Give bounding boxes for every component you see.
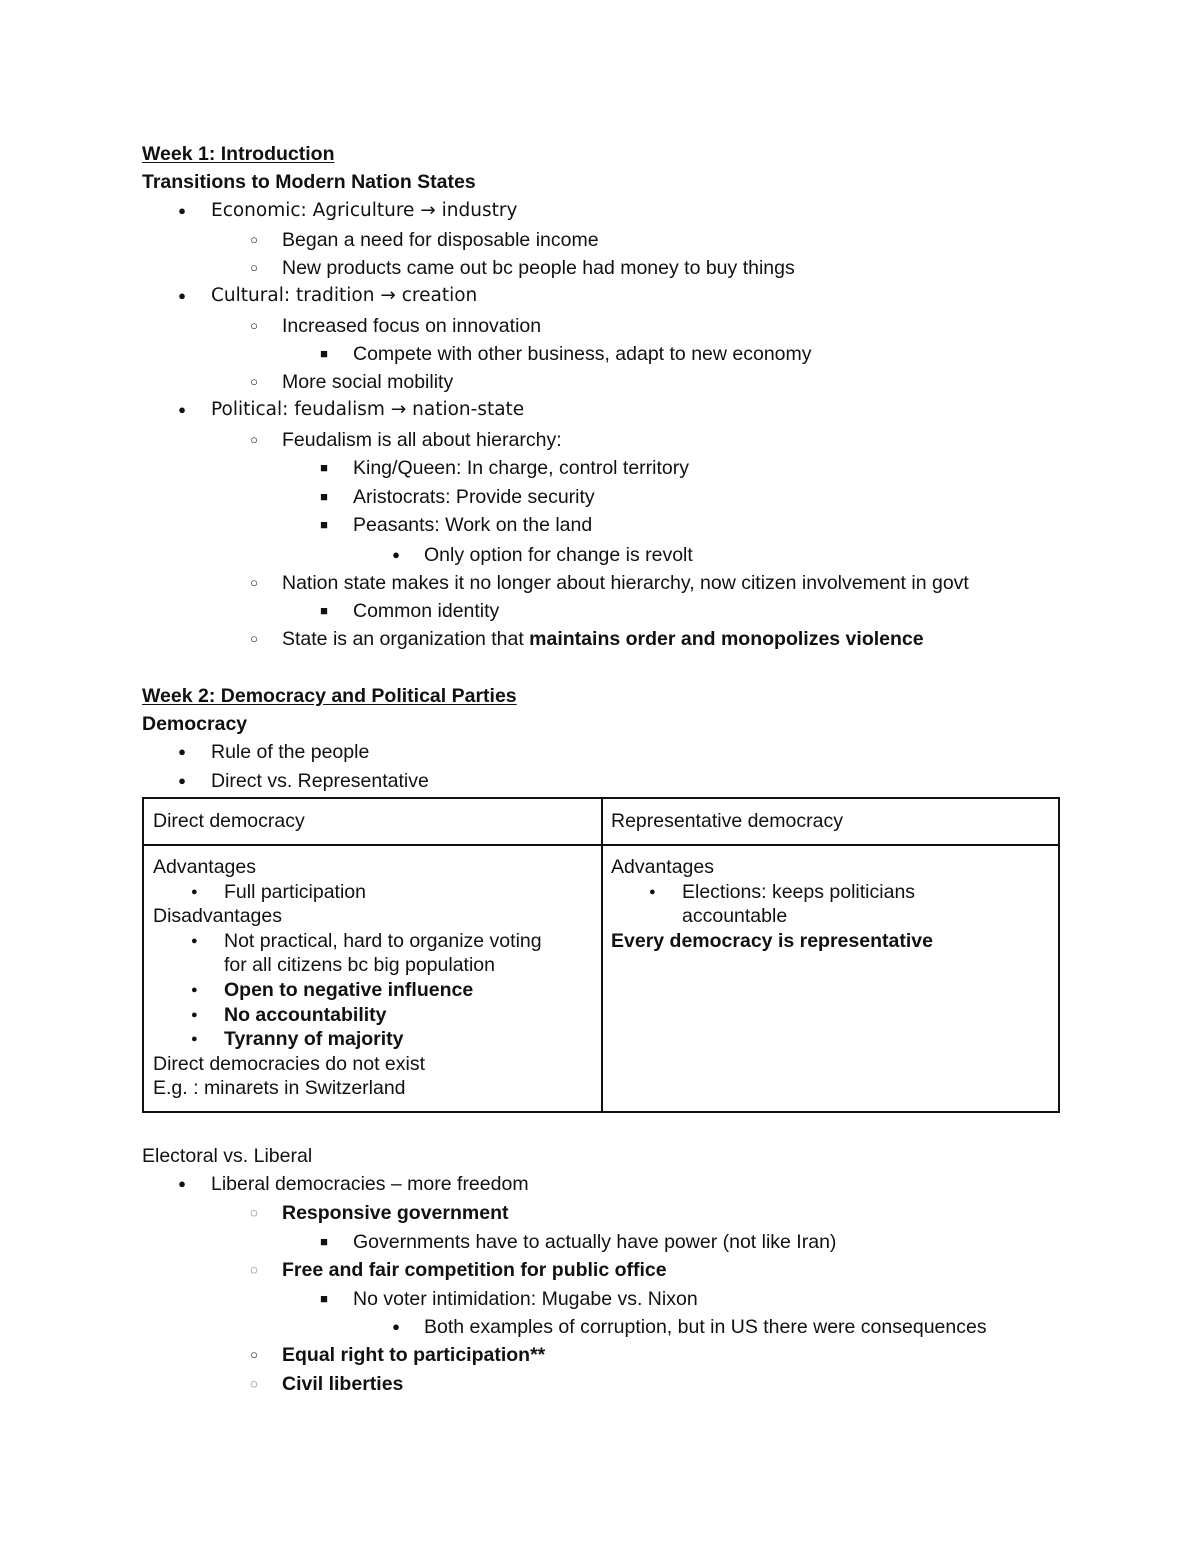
hollow-circle-bullet-icon: ○ [250,232,258,247]
filled-circle-bullet-icon: ● [191,983,198,996]
table-cell-representative [611,855,933,953]
representative-advantages-label: Advantages [611,856,714,878]
hollow-circle-bullet-icon: ○ [250,318,258,333]
filled-circle-bullet-icon: ● [178,402,186,417]
item-mobility: More social mobility [282,371,454,393]
direct-example: E.g. : minarets in Switzerland [153,1077,406,1100]
item-innovation: Increased focus on innovation [282,315,542,337]
hollow-circle-bullet-icon: ○ [250,374,258,389]
square-bullet-icon: ■ [320,1291,328,1306]
item-cultural: Cultural: tradition → creation [211,285,478,306]
filled-circle-bullet-icon: ● [392,1319,400,1334]
square-bullet-icon: ■ [320,517,328,532]
filled-circle-bullet-icon: ● [178,288,186,303]
representative-header-text: Representative democracy [611,810,843,832]
square-bullet-icon: ■ [320,1234,328,1249]
filled-circle-bullet-icon: ● [178,203,186,218]
cell-list-item-continued [611,904,933,929]
filled-circle-bullet-icon: ● [191,934,198,947]
week2-heading: Week 2: Democracy and Political Parties [142,685,517,707]
item-aristocrats: Aristocrats: Provide security [353,486,595,508]
square-bullet-icon: ■ [320,346,328,361]
direct-not-practical-cont: for all citizens bc big population [224,954,495,977]
direct-tyranny: Tyranny of majority [224,1028,404,1051]
week2-subheading: Democracy [142,713,248,735]
item-identity: Common identity [353,600,500,622]
item-intimidation: No voter intimidation: Mugabe vs. Nixon [353,1288,698,1310]
table-divider-horizontal [144,844,1058,846]
direct-no-exist: Direct democracies do not exist [153,1052,426,1075]
hollow-circle-bullet-icon: ○ [250,260,258,275]
table-header-representative [611,809,843,834]
direct-disadvantages-label: Disadvantages [153,905,282,928]
item-feudalism: Feudalism is all about hierarchy: [282,429,562,451]
cell-text [153,1076,425,1101]
item-power: Governments have to actually have power (not like Iran) [353,1231,837,1253]
filled-circle-bullet-icon: ● [178,773,186,788]
dotted-circle-bullet-icon: ◌ [250,1376,258,1391]
direct-full-participation: Full participation [224,880,366,903]
cell-text [153,904,425,929]
square-bullet-icon: ■ [320,603,328,618]
item-civil: Civil liberties [282,1373,404,1395]
table-cell-direct [153,855,542,1101]
item-corruption: Both examples of corruption, but in US there were consequences [424,1316,987,1338]
direct-header-text: Direct democracy [153,810,305,832]
item-direct-vs: Direct vs. Representative [211,770,429,792]
filled-circle-bullet-icon: ● [191,1008,198,1021]
item-king: King/Queen: In charge, control territory [353,457,690,479]
filled-circle-bullet-icon: ● [649,885,656,898]
item-products: New products came out bc people had money to buy things [282,257,795,279]
item-state-bold: maintains order and monopolizes violence [529,628,924,650]
item-state-prefix: State is an organization that [282,628,530,650]
filled-circle-bullet-icon: ● [392,547,400,562]
item-liberal: Liberal democracies – more freedom [211,1173,529,1195]
cell-text [153,1052,425,1077]
item-political: Political: feudalism → nation-state [211,399,525,420]
cell-text [611,855,933,880]
direct-no-accountability: No accountability [224,1003,387,1026]
square-bullet-icon: ■ [320,489,328,504]
democracy-comparison-table [142,797,1060,1113]
week1-subheading: Transitions to Modern Nation States [142,171,476,193]
dotted-circle-bullet-icon: ◌ [250,1262,258,1277]
cell-text [153,855,425,880]
cell-list-item [153,1027,425,1052]
hollow-circle-bullet-icon: ○ [250,432,258,447]
direct-negative-influence: Open to negative influence [224,978,474,1001]
cell-text [611,929,933,954]
representative-elections-cont: accountable [682,905,788,928]
item-economic: Economic: Agriculture → industry [211,200,518,221]
representative-every-democracy: Every democracy is representative [611,929,933,952]
item-free-fair: Free and fair competition for public office [282,1259,667,1281]
cell-list-item [153,1003,425,1028]
cell-list-item [153,929,542,954]
hollow-circle-bullet-icon: ○ [250,631,258,646]
electoral-title: Electoral vs. Liberal [142,1145,313,1167]
table-header-direct [153,809,305,834]
item-state [282,625,924,653]
filled-circle-bullet-icon: ● [178,744,186,759]
item-peasants: Peasants: Work on the land [353,514,593,536]
filled-circle-bullet-icon: ● [178,1176,186,1191]
item-rule: Rule of the people [211,741,370,763]
hollow-circle-bullet-icon: ○ [250,1347,258,1362]
filled-circle-bullet-icon: ● [191,885,198,898]
cell-list-item [611,880,933,905]
item-responsive: Responsive government [282,1202,509,1224]
week1-heading: Week 1: Introduction [142,143,335,165]
representative-elections: Elections: keeps politicians [682,880,916,903]
hollow-circle-bullet-icon: ○ [250,575,258,590]
item-equal: Equal right to participation** [282,1344,546,1366]
item-compete: Compete with other business, adapt to new economy [353,343,812,365]
square-bullet-icon: ■ [320,460,328,475]
cell-list-item [153,978,474,1003]
filled-circle-bullet-icon: ● [191,1033,198,1046]
item-revolt: Only option for change is revolt [424,544,693,566]
dotted-circle-bullet-icon: ◌ [250,1205,258,1220]
item-nation-state: Nation state makes it no longer about hierarchy, now citizen involvement in govt [282,572,969,594]
direct-advantages-label: Advantages [153,856,256,878]
cell-list-item-continued [153,953,495,978]
item-disposable: Began a need for disposable income [282,229,599,251]
direct-not-practical: Not practical, hard to organize voting [224,929,542,952]
cell-list-item [153,880,425,905]
